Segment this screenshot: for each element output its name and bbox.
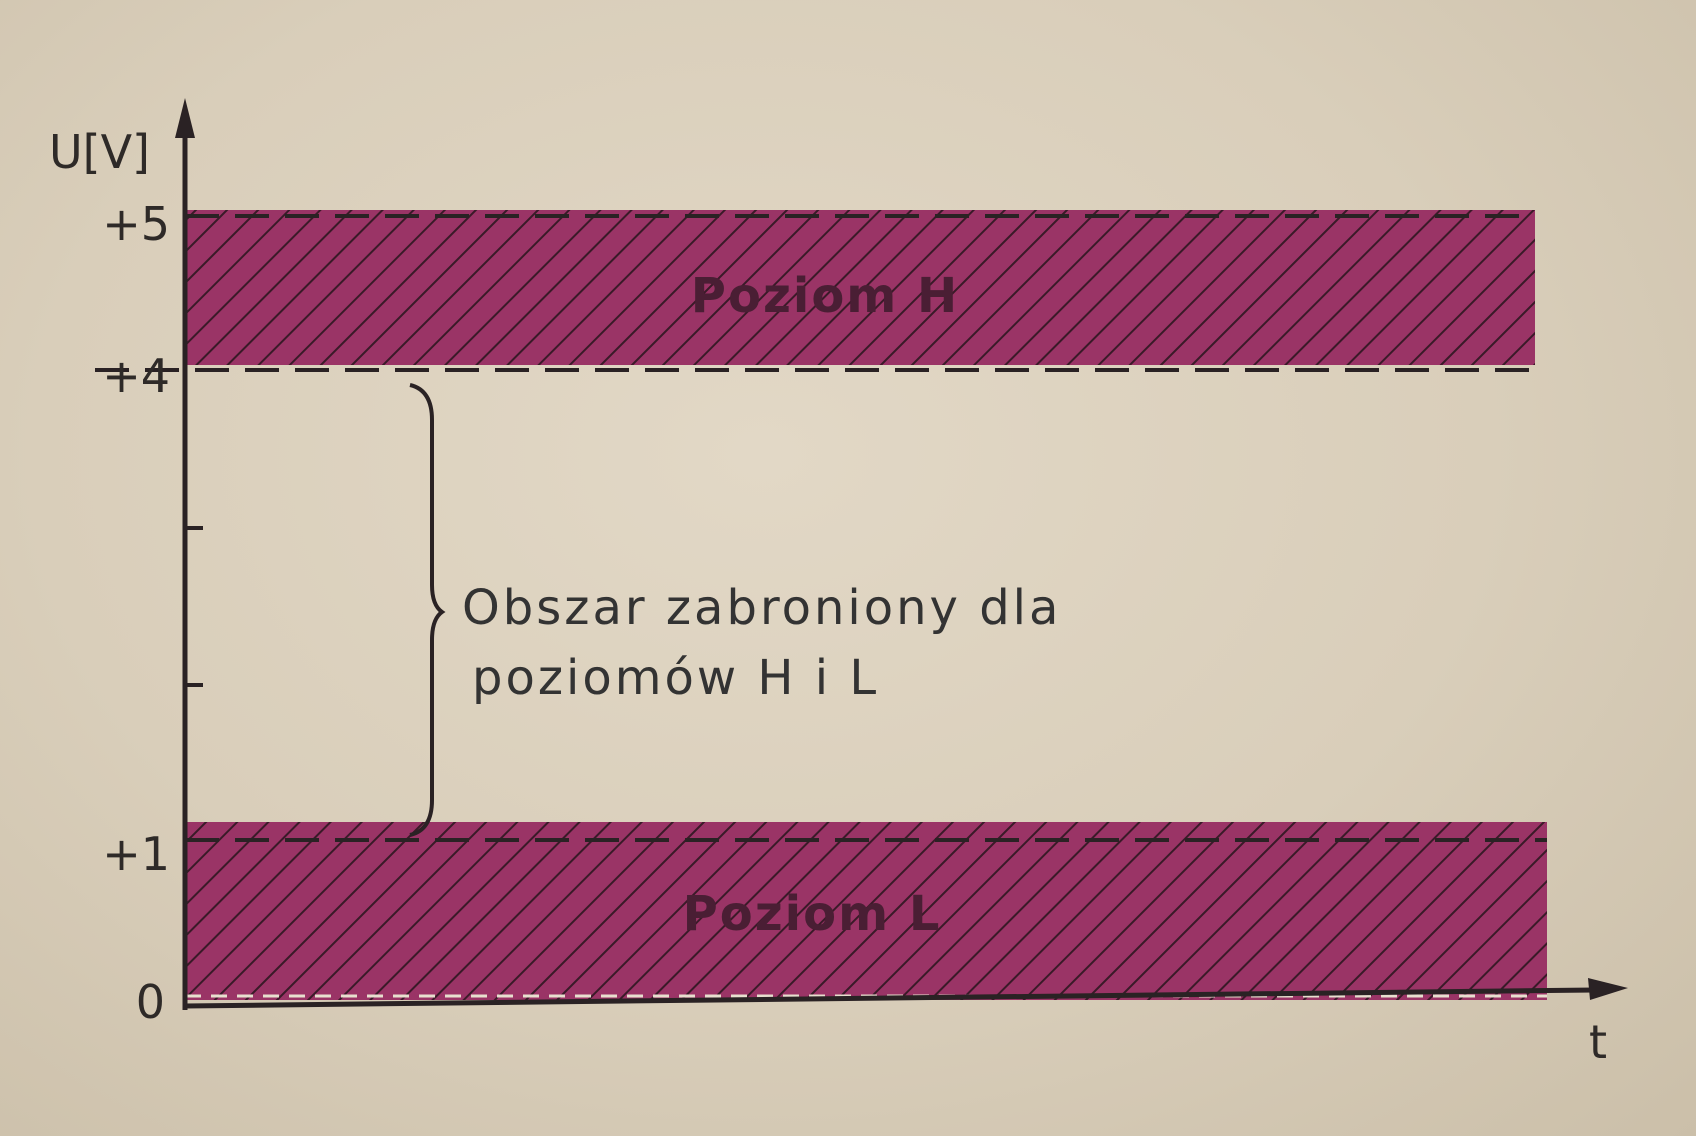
- x-axis-arrow-icon: [1588, 978, 1628, 1000]
- y-tick-label-1: +1: [102, 827, 170, 881]
- forbidden-region: [410, 385, 1061, 835]
- forbidden-region-label-line1: Obszar zabroniony dla: [462, 580, 1062, 636]
- forbidden-region-label-line2: poziomów H i L: [472, 650, 880, 706]
- y-tick-label-4: +4: [102, 349, 170, 403]
- y-tick-label-5: +5: [102, 197, 170, 251]
- band-high: [95, 210, 1535, 370]
- y-axis: [49, 98, 203, 1029]
- band-low-label: Poziom L: [682, 886, 942, 942]
- y-axis-label: U[V]: [48, 125, 150, 179]
- y-axis-arrow-icon: [175, 98, 195, 138]
- band-high-label: Poziom H: [690, 268, 960, 324]
- curly-brace: [410, 385, 442, 835]
- x-axis-label: t: [1588, 1015, 1608, 1069]
- band-low: [185, 822, 1547, 1000]
- y-tick-label-0: 0: [135, 975, 165, 1029]
